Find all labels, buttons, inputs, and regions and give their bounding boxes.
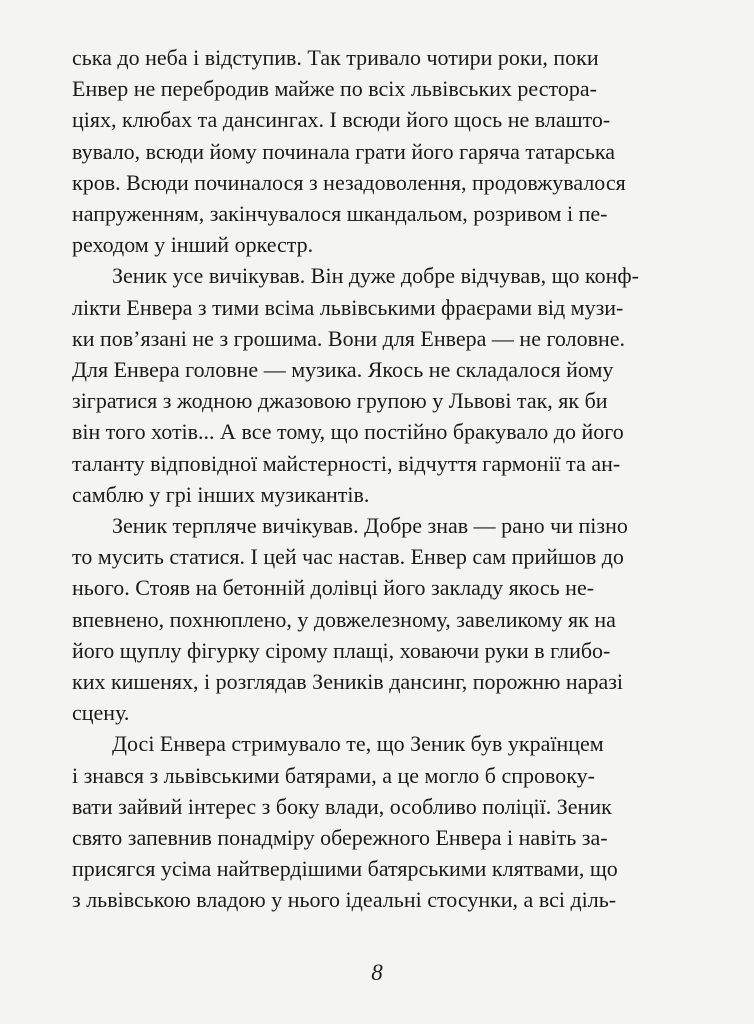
- text-line: самблю у грі інших музикантів.: [72, 481, 370, 507]
- text-line: ки пов’язані не з грошима. Вони для Енвера — не головне.: [72, 325, 626, 351]
- text-line: свято запевнив понадміру обережного Енвера і навіть за-: [72, 825, 608, 851]
- text-line: напруженням, закінчувалося шкандальом, розривом і пе-: [72, 201, 608, 227]
- paragraph-first-line: Зеник терпляче вичікував. Добре знав — рано чи пізно: [112, 513, 628, 539]
- text-line: ська до неба і відступив. Так тривало чотири роки, поки: [72, 45, 599, 70]
- text-line: ціях, клюбах та дансингах. І всюди його щось не влашто-: [72, 107, 611, 133]
- paragraph-first-line: Досі Енвера стримувало те, що Зеник був українцем: [112, 731, 604, 757]
- body-text: [72, 42, 722, 916]
- text-line: впевнено, похнюплено, у довжелезному, завеликому як на: [72, 606, 616, 632]
- text-line: вувало, всюди йому починала грати його гаряча татарська: [72, 138, 616, 164]
- text-line: реходом у інший оркестр.: [72, 232, 314, 258]
- text-line: з львівською владою у нього ідеальні стосунки, а всі діль-: [72, 887, 617, 913]
- text-line: і знався з львівськими батярами, а це могло б спровоку-: [72, 762, 595, 788]
- text-line: нього. Стояв на бетонній долівці його закладу якось не-: [72, 575, 595, 601]
- text-line: його щуплу фігурку сірому плащі, ховаючи руки в глибо-: [72, 637, 611, 663]
- text-line: присягся усіма найтвердішими батярськими клятвами, що: [72, 856, 618, 882]
- page-number: 8: [371, 960, 383, 985]
- text-line: лікти Енвера з тими всіма львівськими фраєрами від музи-: [72, 294, 624, 320]
- paragraph-first-line: Зеник усе вичікував. Він дуже добре відчував, що конф-: [112, 263, 639, 289]
- text-line: він того хотів... А все тому, що постійно бракувало до його: [72, 419, 624, 445]
- text-line: то мусить статися. І цей час настав. Енвер сам прийшов до: [72, 544, 624, 570]
- text-line: ких кишенях, і розглядав Зеників дансинг, порожню наразі: [72, 669, 624, 695]
- text-line: зігратися з жодною джазовою групою у Львові так, як би: [72, 388, 608, 414]
- text-line: сцену.: [72, 700, 130, 726]
- text-line: Для Енвера головне — музика. Якось не складалося йому: [72, 357, 614, 383]
- text-line: вати зайвий інтерес з боку влади, особливо поліції. Зеник: [72, 793, 612, 819]
- text-line: таланту відповідної майстерності, відчуття гармонії та ан-: [72, 450, 621, 476]
- text-line: Енвер не перебродив майже по всіх львівських рестора-: [72, 76, 597, 102]
- text-line: кров. Всюди починалося з незадоволення, продовжувалося: [72, 169, 626, 195]
